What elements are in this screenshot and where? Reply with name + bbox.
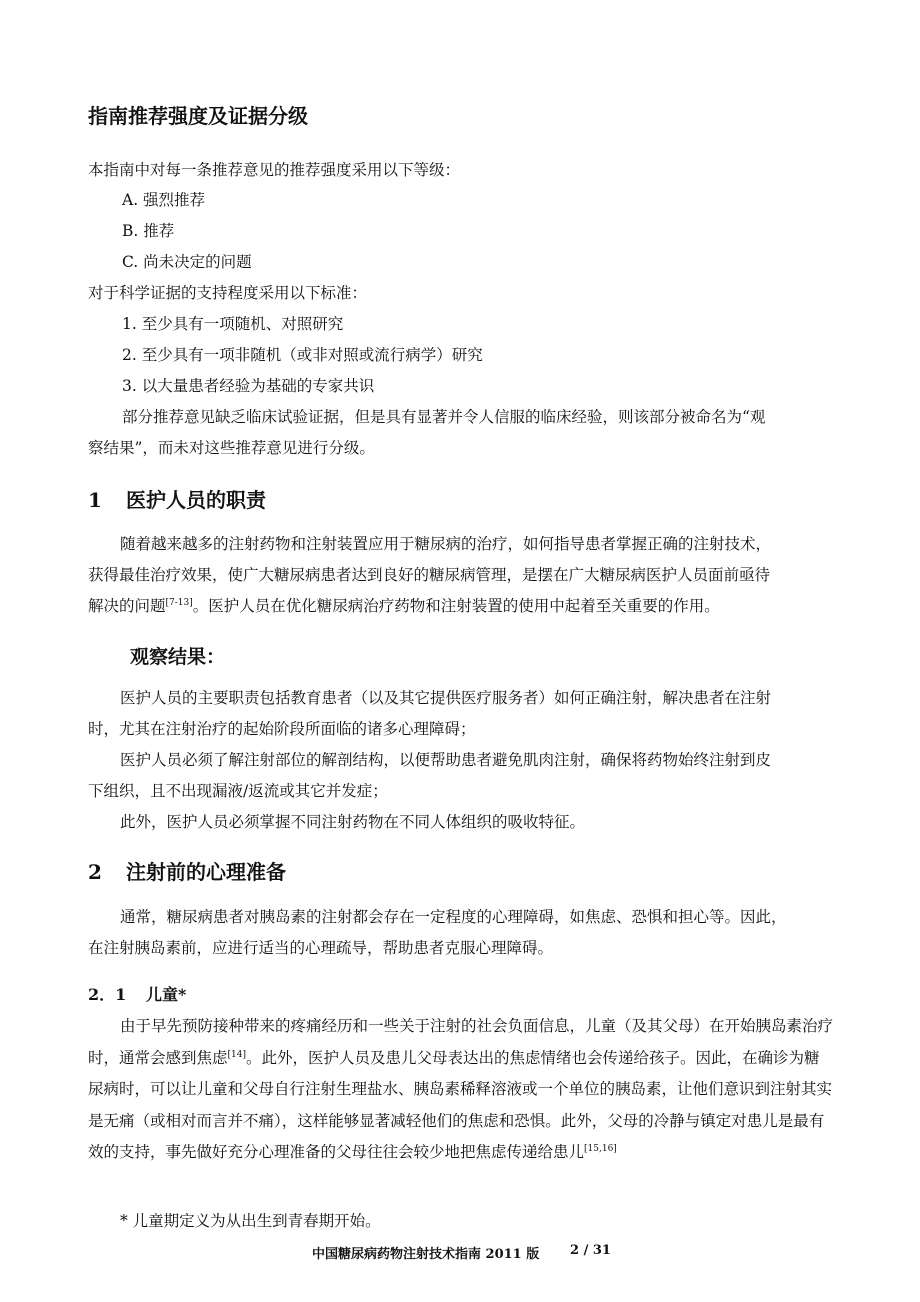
section-2-1-para-text-a: 由于早先预防接种带来的疼痛经历和一些关于注射的社会负面信息，儿童（及其父母）在开始胰岛素治疗时，通常会感到焦虑 — [88, 1017, 834, 1067]
observation-2-line2: 下组织，且不出现漏液/返流或其它并发症； — [88, 782, 388, 800]
section-1-para-line1: 随着越来越多的注射药物和注射装置应用于糖尿病的治疗，如何指导患者掌握正确的注射技术， — [120, 535, 772, 553]
page-title: 指南推荐强度及证据分级 — [88, 104, 308, 128]
grade-c: C. 尚未决定的问题 — [122, 253, 252, 271]
section-2-title: 注射前的心理准备 — [126, 860, 286, 884]
observations-heading: 观察结果： — [130, 646, 226, 668]
section-2-para-line2: 在注射胰岛素前，应进行适当的心理疏导，帮助患者克服心理障碍。 — [88, 939, 554, 957]
citation-7-13: [7-13] — [165, 597, 193, 608]
section-1-para-line3-rest: 。医护人员在优化糖尿病治疗药物和注射装置的使用中起着至关重要的作用。 — [192, 597, 720, 615]
footer-title: 中国糖尿病药物注射技术指南 2011 版 — [312, 1247, 540, 1262]
section-1-heading — [88, 484, 266, 513]
evidence-level-1: 1. 至少具有一项随机、对照研究 — [122, 315, 344, 333]
grade-a: A. 强烈推荐 — [122, 191, 206, 209]
section-1-number: 1 — [88, 488, 102, 512]
section-1-para-line3 — [88, 595, 720, 617]
section-2-para-line1: 通常，糖尿病患者对胰岛素的注射都会存在一定程度的心理障碍，如焦虑、恐惧和担心等。因此， — [120, 908, 787, 926]
citation-15-16: [15,16] — [584, 1143, 617, 1154]
children-footnote: * 儿童期定义为从出生到青春期开始。 — [120, 1212, 381, 1230]
evidence-level-3: 3. 以大量患者经验为基础的专家共识 — [122, 377, 375, 395]
section-1-para-line3-text: 解决的问题 — [88, 597, 166, 615]
section-2-1-paragraph — [88, 1011, 834, 1169]
citation-14: [14] — [227, 1049, 246, 1060]
section-2-1-para-text-b: 。此外，医护人员及患儿父母表达出的焦虑情绪也会传递给孩子。因此，在确诊为糖尿病时，可以让儿童和父母自行注射生理盐水、胰岛素稀释溶液或一个单位的胰岛素，让他们意识到注射其实是无痛（或相对而言并不痛），这样能够显著减轻他们的焦虑和恐惧。此外，父母的冷静与镇定对患儿是最有效的支持，事先做好充分心理准备的父母往往会较少地把焦虑传递给患儿 — [88, 1048, 833, 1161]
section-1-title: 医护人员的职责 — [126, 488, 266, 512]
section-2-1-title: 儿童* — [146, 985, 187, 1004]
grade-b: B. 推荐 — [122, 222, 175, 240]
section-2-number: 2 — [88, 860, 102, 884]
observation-1-line2: 时，尤其在注射治疗的起始阶段所面临的诸多心理障碍； — [88, 720, 476, 738]
observation-note-line2: 察结果”，而未对这些推荐意见进行分级。 — [88, 439, 375, 457]
observation-1-line1: 医护人员的主要职责包括教育患者（以及其它提供医疗服务者）如何正确注射，解决患者在注射 — [120, 689, 772, 707]
section-1-para-line2: 获得最佳治疗效果，使广大糖尿病患者达到良好的糖尿病管理，是摆在广大糖尿病医护人员面前亟待 — [88, 566, 771, 584]
evidence-intro: 对于科学证据的支持程度采用以下标准： — [88, 284, 368, 302]
evidence-level-2: 2. 至少具有一项非随机（或非对照或流行病学）研究 — [122, 346, 483, 364]
observation-3: 此外，医护人员必须掌握不同注射药物在不同人体组织的吸收特征。 — [120, 813, 586, 831]
observation-note-line1: 部分推荐意见缺乏临床试验证据，但是具有显著并令人信服的临床经验，则该部分被命名为“观 — [122, 408, 766, 426]
section-2-1-heading — [88, 982, 186, 1005]
observation-2-line1: 医护人员必须了解注射部位的解剖结构，以便帮助患者避免肌肉注射，确保将药物始终注射到皮 — [120, 751, 772, 769]
section-2-heading — [88, 856, 286, 885]
section-2-1-number: 2．1 — [88, 985, 127, 1004]
grades-intro: 本指南中对每一条推荐意见的推荐强度采用以下等级： — [88, 161, 461, 179]
page-number: 2 / 31 — [570, 1243, 611, 1258]
